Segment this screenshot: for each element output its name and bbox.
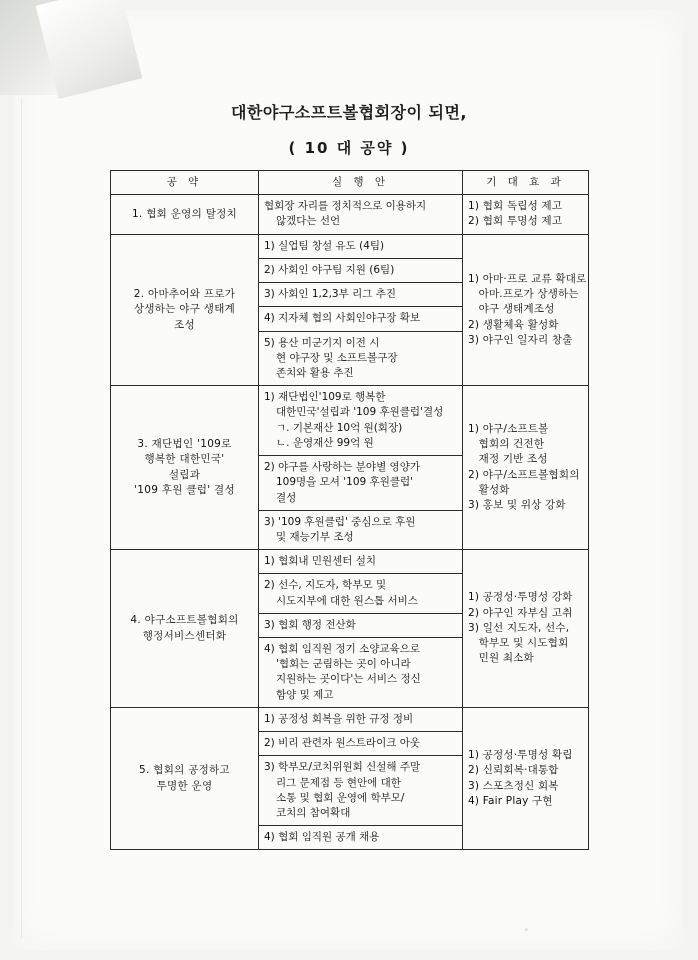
effect-line: 1) 아마·프로 교류 확대로 xyxy=(468,272,587,285)
plan-cell xyxy=(259,331,463,386)
plan-line: 지원하는 곳이다'는 서비스 정신 xyxy=(276,673,421,686)
scan-speck xyxy=(525,928,528,931)
promise-line: 상생하는 야구 생태계 xyxy=(133,303,236,316)
plan-line: ㄱ. 기본재산 10억 원(회장) xyxy=(276,421,403,434)
plan-line: 소통 및 협회 운영에 학부모/ xyxy=(276,791,405,804)
promise-cell xyxy=(111,195,259,234)
promise-cell xyxy=(111,386,259,550)
plan-line: 1) 실업팀 창설 유도 (4팀) xyxy=(264,239,385,252)
plan-cell xyxy=(259,386,463,456)
plan-line: ㄴ. 운영재산 99억 원 xyxy=(276,436,374,449)
plan-line: 현 야구장 및 소프트볼구장 xyxy=(276,351,398,364)
plan-cell xyxy=(259,195,463,234)
plan-line: 및 재능기부 조성 xyxy=(276,530,354,543)
effect-line: 민원 최소화 xyxy=(468,652,534,665)
promise-table xyxy=(110,170,589,850)
table-body xyxy=(111,195,589,850)
plan-cell xyxy=(259,756,463,826)
plan-line: 코치의 참여확대 xyxy=(276,807,351,819)
plan-line: 리그 문제점 등 현안에 대한 xyxy=(276,776,401,789)
effect-line: 1) 야구/소프트볼 xyxy=(468,423,549,436)
paper-edge-line xyxy=(21,98,22,938)
plan-line: 2) 비리 관련자 원스트라이크 아웃 xyxy=(264,737,420,750)
plan-line: 3) '109 후원클럽' 중심으로 후원 xyxy=(264,515,416,528)
plan-line: 대한민국'설립과 '109 후원클럽'결성 xyxy=(276,406,444,419)
effect-cell xyxy=(463,386,589,550)
promise-line: 3. 재단법인 '109로 xyxy=(137,438,232,451)
plan-line: 3) 사회인 1,2,3부 리그 추진 xyxy=(264,288,396,301)
promise-line: 1. 협회 운영의 탈정치 xyxy=(131,207,238,220)
promise-line: 행복한 대한민국' xyxy=(144,453,225,466)
header-effect: 기 대 효 과 xyxy=(463,171,589,195)
folded-corner xyxy=(0,0,120,95)
plan-cell xyxy=(259,574,463,613)
plan-line: 1) 협회내 민원센터 설치 xyxy=(264,555,377,568)
plan-line: 않겠다는 선언 xyxy=(276,215,341,228)
plan-cell xyxy=(259,638,463,708)
promise-cell xyxy=(111,707,259,850)
effect-cell xyxy=(463,707,589,850)
promise-cell xyxy=(111,234,259,386)
table-header-row xyxy=(111,171,589,195)
plan-line: 협회장 자리를 정치적으로 이용하지 xyxy=(264,200,427,213)
plan-line: 함양 및 제고 xyxy=(276,688,334,701)
table-row xyxy=(111,386,589,456)
effect-line: 학부모 및 시도협회 xyxy=(468,637,569,650)
page-title: 대한야구소프트볼협회장이 되면, xyxy=(230,103,468,122)
plan-cell xyxy=(259,234,463,258)
plan-line: '협회는 군림하는 곳이 아니라 xyxy=(276,658,411,671)
plan-line: 2) 선수, 지도자, 학부모 및 xyxy=(264,579,387,592)
promise-line: 5. 협회의 공정하고 xyxy=(139,764,230,777)
plan-line: 존치와 활용 추진 xyxy=(276,366,354,379)
plan-line: 1) 공정성 회복을 위한 규정 정비 xyxy=(264,712,414,725)
document-title xyxy=(0,100,698,158)
plan-line: 3) 학부모/코치위원회 신설해 주말 xyxy=(264,761,421,774)
effect-line: 3) 일선 지도자, 선수, xyxy=(468,621,570,634)
effect-line: 2) 야구/소프트볼협회의 xyxy=(468,468,580,481)
plan-line: 1) 재단법인'109로 행복한 xyxy=(264,391,386,404)
plan-cell xyxy=(259,456,463,511)
effect-line: 협회의 건전한 xyxy=(468,438,545,451)
effect-line: 2) 생활체육 활성화 xyxy=(468,318,559,331)
header-promise: 공 약 xyxy=(111,171,259,195)
header-plan: 실 행 안 xyxy=(259,171,463,195)
promise-line: 투명한 운영 xyxy=(156,779,213,792)
effect-cell xyxy=(463,550,589,708)
effect-cell xyxy=(463,195,589,234)
plan-line: 결성 xyxy=(276,491,297,504)
page-subtitle: ( 10 대 공약 ) xyxy=(288,139,410,157)
plan-cell xyxy=(259,258,463,282)
plan-line: 4) 협회 임직원 공개 채용 xyxy=(264,831,380,844)
effect-line: 1) 공정성·투명성 강화 xyxy=(468,591,573,604)
table-row xyxy=(111,195,589,234)
effect-line: 1) 협회 독립성 제고 xyxy=(468,200,563,213)
plan-cell xyxy=(259,307,463,331)
plan-cell xyxy=(259,707,463,731)
effect-line: 2) 협회 투명성 제고 xyxy=(468,215,563,228)
effect-line: 재정 기반 조성 xyxy=(468,453,548,466)
plan-line: 4) 협회 임직원 정기 소양교육으로 xyxy=(264,643,420,656)
plan-cell xyxy=(259,826,463,850)
effect-line: 3) 야구인 일자리 창출 xyxy=(468,333,573,346)
effect-line: 3) 홍보 및 위상 강화 xyxy=(468,499,566,512)
table-row xyxy=(111,550,589,574)
promise-line: 설립과 xyxy=(168,468,201,481)
plan-line: 2) 사회인 야구팀 지원 (6팀) xyxy=(264,263,395,276)
promise-line: 행정서비스센터화 xyxy=(142,629,227,642)
plan-line: 3) 협회 행정 전산화 xyxy=(264,618,356,631)
plan-cell xyxy=(259,510,463,549)
table-row xyxy=(111,707,589,731)
promise-table-wrapper xyxy=(110,170,588,850)
effect-line: 1) 공정성·투명성 확립 xyxy=(468,749,573,762)
effect-line: 3) 스포츠정신 회복 xyxy=(468,779,559,792)
plan-line: 4) 지자체 협의 사회인야구장 확보 xyxy=(264,312,420,325)
effect-line: 야구 생태계조성 xyxy=(468,303,555,316)
effect-line: 활성화 xyxy=(468,483,510,496)
effect-line: 2) 신뢰회복·대통합 xyxy=(468,764,559,777)
promise-line: 2. 아마추어와 프로가 xyxy=(133,288,236,301)
effect-line: 아마.프로가 상생하는 xyxy=(468,288,579,301)
plan-line: 시도지부에 대한 원스톱 서비스 xyxy=(276,594,418,607)
table-row xyxy=(111,234,589,258)
plan-cell xyxy=(259,550,463,574)
effect-line: 2) 야구인 자부심 고취 xyxy=(468,606,573,619)
plan-line: 2) 야구를 사랑하는 분야별 영양가 xyxy=(264,461,420,474)
promise-cell xyxy=(111,550,259,708)
promise-line: '109 후원 클럽' 결성 xyxy=(134,483,235,496)
effect-line: 4) Fair Play 구현 xyxy=(468,794,553,807)
effect-cell xyxy=(463,234,589,386)
plan-cell xyxy=(259,732,463,756)
promise-line: 4. 야구소프트볼협회의 xyxy=(130,614,239,627)
plan-cell xyxy=(259,613,463,637)
plan-line: 109명을 모셔 '109 후원클럽' xyxy=(276,476,414,489)
plan-line: 5) 용산 미군기지 이전 시 xyxy=(264,336,380,349)
plan-cell xyxy=(259,283,463,307)
promise-line: 조성 xyxy=(174,318,195,331)
